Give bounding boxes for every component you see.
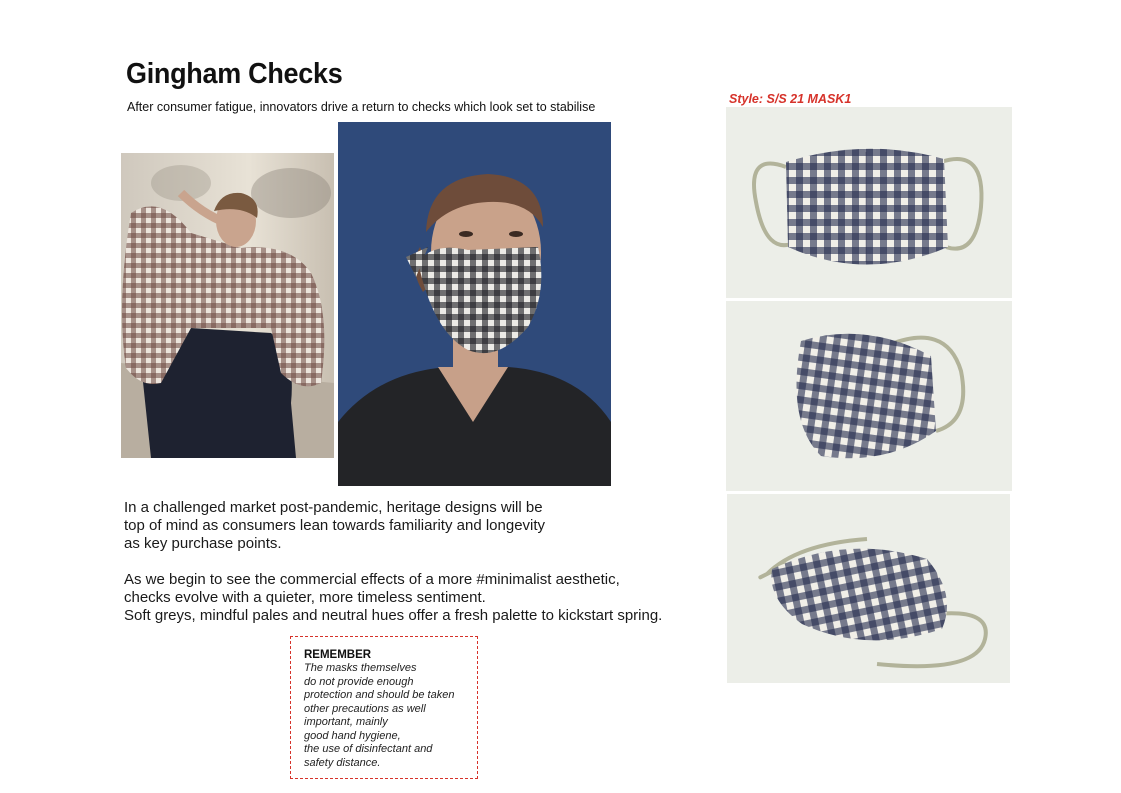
woman-wearing-mask-photo: [338, 122, 611, 486]
reminder-text: The masks themselves do not provide enough protection and should be taken other precautions as well important, mainly good hand hygiene, the use of disinfectant and safety distance.: [304, 662, 455, 769]
mask-flat-photo: [727, 494, 1010, 683]
page-subtitle: After consumer fatigue, innovators drive a return to checks which look set to stabilise: [127, 100, 596, 114]
reminder-box: [290, 636, 478, 779]
reminder-heading: REMEMBER: [304, 649, 372, 661]
page-title: Gingham Checks: [126, 58, 343, 90]
body-paragraph-2: As we begin to see the commercial effects of a more #minimalist aesthetic, checks evolve with a quieter, more timeless sentiment. Soft greys, mindful pales and neutral hues offer a fresh palette to kickstart spring.: [124, 571, 663, 624]
body-copy: [124, 499, 714, 643]
body-paragraph-1: In a challenged market post-pandemic, heritage designs will be top of mind as consumers lean towards familiarity and longevity as key purchase points.: [124, 499, 546, 552]
model-gingham-blouse-photo: [121, 153, 334, 458]
style-code-label: Style: S/S 21 MASK1: [729, 92, 852, 106]
mask-side-photo: [726, 301, 1012, 491]
mask-front-photo: [726, 107, 1012, 298]
